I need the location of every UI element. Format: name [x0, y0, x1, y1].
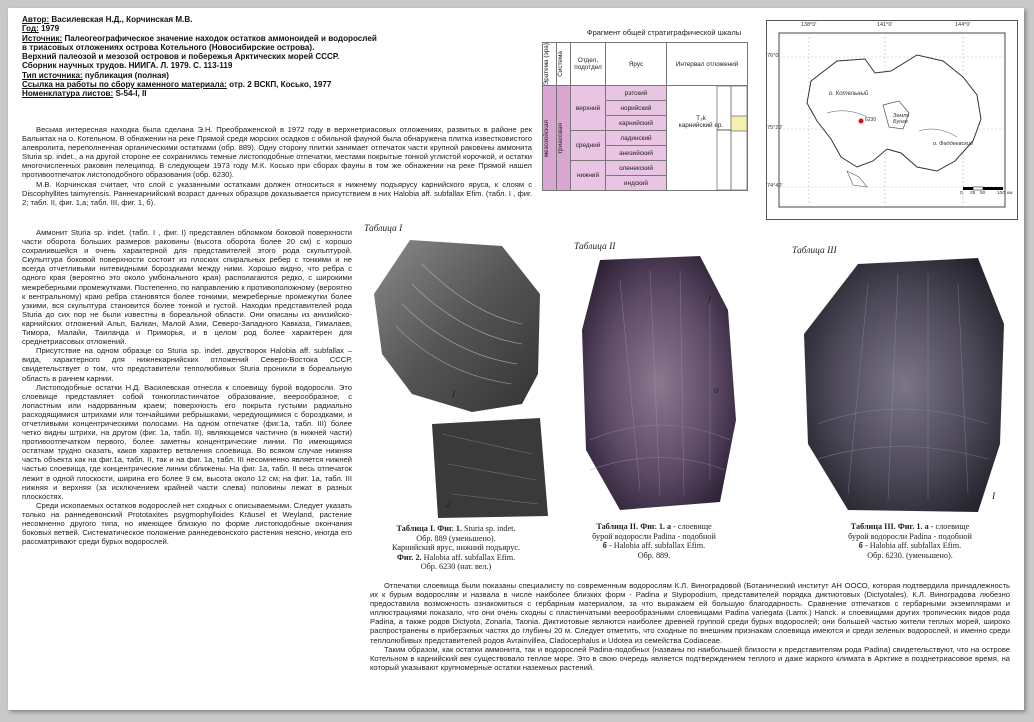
interval-label: T₃k карнийский яр. — [678, 115, 724, 130]
sheets-row: Номенклатура листов: S-54-I, II — [22, 89, 147, 99]
sample-point — [859, 119, 864, 124]
header-interval: Интервал отложений — [667, 43, 748, 86]
stage-cell: рэтский — [606, 86, 667, 101]
plate-1-caption: Таблица I. Фиг. 1. Sturia sp. indet. Обр. 889 (уменьшено). Карнийский ярус, нижний подъярус. Фиг. 2. Halobia aff. subfallax Efim. Обр. 6230 (нат. вел.) — [392, 524, 520, 572]
paragraph: Присутствие на одном образце со Sturia sp. indet. двустворок Halobia aff. subfallax – вида, характерного для нижнекарнийских отложений Северо-Востока СССР, свидетельствует о том, что представители тепполюбивых Sturia проникли в бореальную область в раннем карнии. — [22, 346, 352, 383]
dept-lower: нижний — [571, 161, 606, 191]
island-label: Земля Бунге — [893, 113, 910, 125]
source-row: Источник: Палеогеографическое значение находок остатков аммоноидей и водорослей — [22, 33, 377, 43]
paragraph: Листоподобные остатки Н.Д. Василевская отнесла к слоевищу бурой водоросли. Это слоевище представляет собой тонкопластинчатое образование, веерообразное, с лопастным или надорванным краем; поверхность его покрыта густыми радиально расходящимися штрихами или тончайшими ребрышками, чередующимися с бороздками, и отчетливыми концентрическими полосами. На одном отпечатке (фиг.1а, табл. III) более четко видны штрихи, на другом (фиг. 1а, табл. II), являющемся частично (в нижней части) противоотпечатком первого, более заметны концентрические линии. По имеющимся остаткам трудно сказать, каков характер ветвления слоевища. Во всяком случае нижняя часть объекта как на фиг.1а, табл. II, так и на фиг. 1а, табл. III несомненно является нижней частью слоевища, где концентрические линии сближены. На фиг. 1а, табл. II весь отпечаток лежит в одной плоскости, ширина его более 9 см, высота около 12 см; на фиг. 1а, табл. III нижняя и верхняя (за исключением крайней части слева) половины лежат в разных плоскостях. — [22, 382, 352, 501]
intro-text — [22, 125, 532, 207]
lon-label: 144°0' — [955, 22, 971, 28]
algae-photo-3 — [788, 244, 1012, 516]
lon-label: 138°0' — [801, 22, 817, 28]
paragraph: Аммонит Sturia sp. indet. (табл. I , фиг. I) представлен обломком боковой поверхности части оборота больших размеров раковины (высота оборота более 20 см) с хорошо сохранившейся и очень характерной для представителей этого рода скульптурой. Скульптура боковой поверхности состоит из плоских спиральных ребер с тонкими и не всегда отчетливыми нитевидными бороздками между ними. Хорошо видно, что ребра с одного края (вероятно это около умбонального края) располагаются редко, с широкими межреберными промежутками. Постепенно, по направлению к противоположному (вероятно к вентральному) краю ребра становятся более тонкими, межреберные промежутки более узкими, вся скульптура становится более тонкой и густой. Находки представителей рода Sturia до сих пор не были известны в бореальной области. Они описаны из анизийско-карнийских отложений Альп, Балкан, Малой Азии, Северо-Западного Кавказа, Гималаев, Тимора, Малайи, Таиланда и Приморья, и в целом род более характерен для среднетриасовых отложений. — [22, 228, 352, 347]
stage-cell: ладинский — [606, 131, 667, 146]
stage-cell: норийский — [606, 101, 667, 116]
plate-label: Таблица III — [792, 246, 837, 256]
year-row: Год: 1979 — [22, 24, 60, 34]
type-row: Тип источника: публикация (полная) — [22, 70, 169, 80]
plate-3-caption: Таблица III. Фиг. 1. а - слоевище бурой водоросли Padina - подобной б - Halobia aff. subfallax Efim. Обр. 6230. (уменьшено). — [848, 522, 972, 560]
figure-mark: а — [714, 386, 719, 396]
plate-2-caption: Таблица II. Фиг. 1. а - слоевище бурой водоросли Padina - подобной б - Halobia aff. subfallax Efim. Обр. 889. — [592, 522, 716, 560]
dept-middle: средний — [571, 131, 606, 161]
stage-cell: индский — [606, 176, 667, 191]
source-row-2: в триасовых отложениях острова Котельного (Новосибирские острова). — [22, 42, 315, 52]
header-system: Система — [557, 43, 571, 86]
intro-paragraph: Весьма интересная находка была сделана Э.Н. Преображенской в 1972 году в верхнетриасовых отложениях, развитых в районе рек Балыктах на о. Котельном. В обнажении на реке Прямой среди морских осадков с обильной фауной была обнаружена плитка известковистого алевролита, переполненная органическими остатками (обр. 889). Одну сторону плитки занимает отпечаток части крупной раковины аммонита Sturia sp. indet., а на другой стороне ее сохранились темные листоподобные отпечатки, местами покрытые тонкой углистой корочкой, и остатки многочисленных раковин пелеципод. В следующем 1973 году М.К. Косько при сборах фауны в том же обнажении на реке Прямой нашел противоотпечаток листоподобного образования (обр. 6230). — [22, 125, 532, 180]
figure-mark: 2 — [446, 500, 451, 510]
island-label: о. Фаддеевский — [933, 141, 973, 147]
paragraph: Отпечатки слоевища были показаны специалисту по современным водорослям К.Л. Виноградовой (Ботанический институт АН ООСО, которая подтвердила принадлежность их к бурым водорослям и назвала в числе наиболее близких форм - Padina и Stypopodium, представителей порядка диктиотовых (Dictyotales). К.Л. Виноградова любезно предоставила возможность ознакомиться с гербарным материалом, за что выражаем ей большую благодарность. Сравнение отпечатков с гербарными экземплярами и иллюстрациями показало, что они очень сходны с пластинчатыми веерообразными слоевищами Padina variegata (Lamx.) Hanck. и слоевищами других тропических видов рода Padina, а также родов Dictyota, Zonaria, Taonia. Диктиотовые являются наиболее древней группой среди бурых водорослей; они большей частью жители теплых морей, широко распространены в приберзкных частях до глубины 20 м. Следует отметить, что сходные по внешним признакам слоевища имеются и среди зеленых водорослей, и именно среди теплолюбивых представителей родов Avrainvillea, Cladocephalus и Udotea из семейства Codiaceae. — [370, 581, 1010, 645]
lat-label: 75°20' — [767, 125, 783, 131]
map-graphic — [767, 21, 1017, 219]
plate-1 — [352, 222, 552, 518]
author-row: Автор: Василевская Н.Д., Корчинская М.В. — [22, 15, 193, 24]
figure-mark: I — [452, 390, 456, 400]
figure-mark: I — [708, 296, 712, 306]
era-cell: мезозойская — [543, 86, 557, 191]
bottom-text — [370, 581, 1010, 672]
location-map: 138°0' 141°0' 144°0' 76°0' 75°20' 74°40' о. Котельный Земля Бунге о. Фаддеевский 6230 0 25 50 100 км — [766, 20, 1018, 220]
header-stage: Ярус — [606, 43, 667, 86]
metadata-block — [22, 15, 530, 99]
algae-photo-2 — [560, 240, 744, 516]
plate-2 — [560, 240, 744, 516]
lon-label: 141°0' — [877, 22, 893, 28]
document-sheet — [8, 8, 1024, 710]
stratigraphic-table — [542, 42, 748, 191]
source-row-3: Верхний палеозой и мезозой островов и побережья Арктических морей СССР. — [22, 52, 340, 62]
stage-cell: анизийский — [606, 146, 667, 161]
ammonite-photo — [352, 234, 552, 518]
left-column-text — [22, 228, 352, 546]
intro-paragraph-2: М.В. Корчинская считает, что слой с указанными остатками должен относиться к нижнему подъярусу карнийского яруса, к слоям с Discophyllites taimyrensis. Раннекарнийский возраст данных образцов доказывается присутствием в них Halobia aff. subfallax Efim. (табл. I , фиг. 2; табл. II, фиг. 1,а; табл. III, фиг. 1, б). — [22, 179, 532, 207]
paragraph: Таким образом, как остатки аммонита, так и водорослей Padina-подобных (названы по наибольшей близости к представителям рода Padina) свидетельствуют, что на острове Котельном в карнийский век существовало теплое море. Это в свою очередь является подтверждением теплого и даже жаркого климата в Арктике в позднетриасовое время, на который указывают крупномерные остатки наземных растений. — [370, 644, 1010, 672]
figure-mark: I — [992, 492, 996, 502]
source-row-4: Сборник научных трудов. НИИГА. Л. 1979. С. 113-119 — [22, 61, 233, 71]
stage-cell: карнийский — [606, 116, 667, 131]
dept-upper: верхний — [571, 86, 606, 131]
link-row: Ссылка на работы по сбору каменного материала: отр. 2 ВСКП, Косько, 1977 — [22, 80, 332, 90]
lat-label: 76°0' — [767, 53, 780, 59]
interval-cell — [667, 86, 748, 191]
header-era: Эратема (эра) — [543, 43, 557, 86]
stage-cell: оленекский — [606, 161, 667, 176]
sample-label: 6230 — [865, 117, 877, 123]
island-label: о. Котельный — [829, 91, 869, 97]
plate-3 — [788, 244, 1012, 516]
interval-graphic — [667, 86, 747, 190]
system-cell: триасовая — [557, 86, 571, 191]
strat-table-title: Фрагмент общей стратиграфической шкалы — [586, 28, 742, 37]
plate-label: Таблица II — [574, 242, 616, 252]
header-department: Отдел, подотдел — [571, 43, 606, 86]
lat-label: 74°40' — [767, 183, 783, 189]
paragraph: Среди ископаемых остатков водорослей нет сходных с описываемыми. Следует указать только на раннедевонский Prototaxites psygmophylloides Kräusel et Weyland, растение несомненно другого типа, но имеющее близкую по форме листоподобные окончания боковых ветвей. Систематическое положение раннедевонского растения неясно, иногда его рассматривают среди бурых водорослей. — [22, 500, 352, 547]
plate-label: Таблица I — [364, 224, 403, 234]
